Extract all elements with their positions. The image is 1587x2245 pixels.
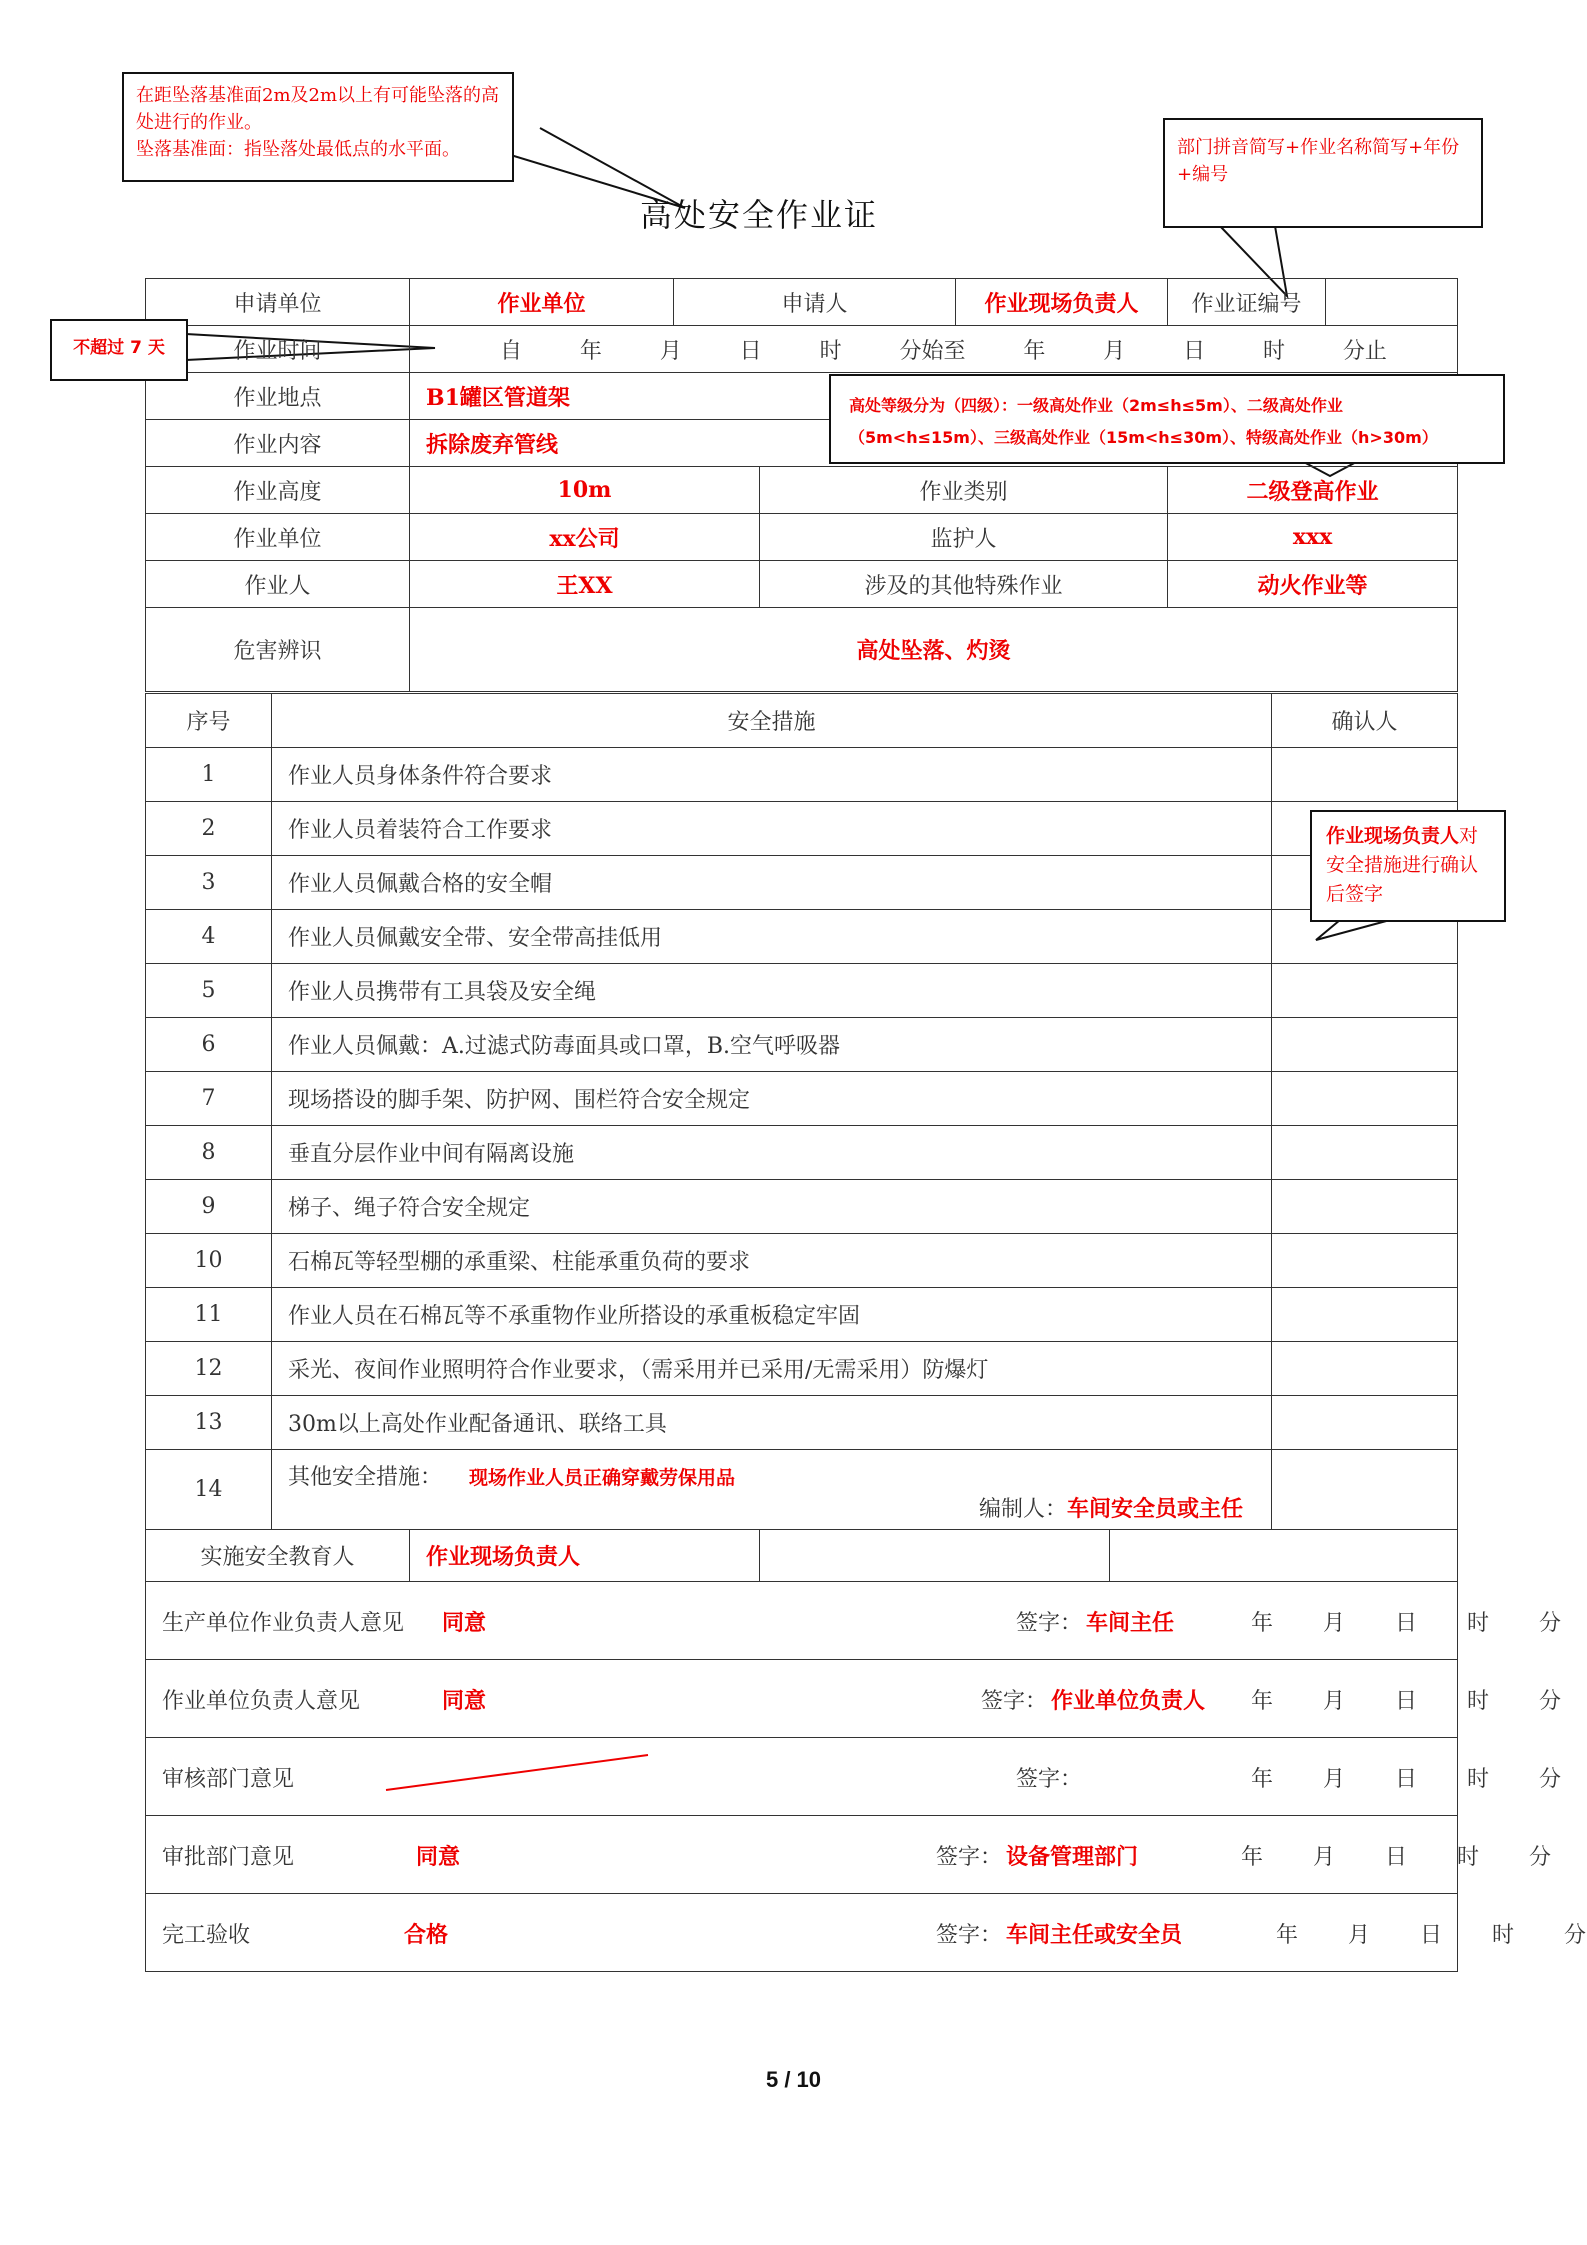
signoff-row — [146, 1894, 1458, 1972]
special-label: 涉及的其他特殊作业 — [760, 561, 1168, 608]
measure-confirm — [1272, 1126, 1458, 1180]
signoff-row — [146, 1582, 1458, 1660]
date-part: 年 — [1251, 1611, 1274, 1636]
signer: 作业单位负责人 — [1051, 1688, 1206, 1714]
guardian-label: 监护人 — [760, 514, 1168, 561]
measure-text: 作业人员着装符合工作要求 — [272, 802, 1272, 856]
measure-text: 现场搭设的脚手架、防护网、围栏符合安全规定 — [272, 1072, 1272, 1126]
measure-no: 8 — [146, 1126, 272, 1180]
date-part: 月 — [1323, 1767, 1346, 1792]
measure-row — [146, 748, 1458, 802]
callout-max-days: 不超过 7 天 — [50, 319, 188, 381]
measure-text: 石棉瓦等轻型棚的承重梁、柱能承重负荷的要求 — [272, 1234, 1272, 1288]
date-part: 分 — [1539, 1689, 1562, 1714]
date-part: 月 — [1323, 1611, 1346, 1636]
measure-row — [146, 1396, 1458, 1450]
sign-label: 签字： — [981, 1689, 1048, 1714]
callout-text: 坠落基准面：指坠落处最低点的水平面。 — [136, 139, 460, 160]
measure-confirm — [1272, 1288, 1458, 1342]
measure-text: 30m以上高处作业配备通讯、联络工具 — [272, 1396, 1272, 1450]
measure-row — [146, 1126, 1458, 1180]
time-part: 分止 — [1342, 338, 1387, 364]
measure-confirm — [1272, 1018, 1458, 1072]
content-label: 作业内容 — [146, 420, 410, 467]
measure-row — [146, 1288, 1458, 1342]
signoff-row — [146, 1738, 1458, 1816]
measure-no: 7 — [146, 1072, 272, 1126]
measure-confirm — [1272, 1450, 1458, 1530]
date-part: 月 — [1323, 1689, 1346, 1714]
special-value: 动火作业等 — [1168, 561, 1458, 608]
measure-text: 作业人员佩戴合格的安全帽 — [272, 856, 1272, 910]
callout-height-levels: 高处等级分为（四级）：一级高处作业（2m≤h≤5m）、二级高处作业（5m<h≤15m）、三级高处作业（15m<h≤30m）、特级高处作业（h>30m） — [829, 374, 1505, 464]
sign-label: 签字： — [936, 1845, 1003, 1870]
hazard-value: 高处坠落、灼烫 — [410, 608, 1458, 692]
location-label: 作业地点 — [146, 373, 410, 420]
measure-row — [146, 964, 1458, 1018]
date-part: 年 — [1241, 1845, 1264, 1870]
measure-text: 作业人员身体条件符合要求 — [272, 748, 1272, 802]
time-value — [410, 326, 1458, 373]
measure-text: 梯子、绳子符合安全规定 — [272, 1180, 1272, 1234]
date-part: 年 — [1251, 1689, 1274, 1714]
content-value: 拆除废弃管线 — [410, 420, 1458, 467]
cert-no-label: 作业证编号 — [1168, 279, 1326, 326]
date-part: 年 — [1251, 1767, 1274, 1792]
guardian-value: xxx — [1168, 514, 1458, 561]
measure-no: 13 — [146, 1396, 272, 1450]
measure-no: 1 — [146, 748, 272, 802]
measure-confirm — [1272, 964, 1458, 1018]
measure-row — [146, 1234, 1458, 1288]
date-part: 时 — [1467, 1767, 1490, 1792]
signoff-row — [146, 1660, 1458, 1738]
measure-row — [146, 1072, 1458, 1126]
col-header-measure: 安全措施 — [272, 694, 1272, 748]
signoff-label: 审核部门意见 — [162, 1767, 295, 1792]
measure-no: 2 — [146, 802, 272, 856]
sign-label: 签字： — [1016, 1767, 1083, 1792]
page-number: 5 / 10 — [765, 2067, 822, 2092]
work-unit-value: xx公司 — [410, 514, 760, 561]
measure-rows — [146, 748, 1458, 1450]
measure-text: 作业人员佩戴安全带、安全带高挂低用 — [272, 910, 1272, 964]
signoff-label: 审批部门意见 — [162, 1845, 295, 1870]
measure-no: 12 — [146, 1342, 272, 1396]
signoff-label: 完工验收 — [162, 1923, 251, 1948]
time-part: 月 — [1103, 338, 1126, 364]
measure-no: 9 — [146, 1180, 272, 1234]
signoff-cell — [146, 1738, 1562, 1816]
measure-text: 作业人员佩戴：A.过滤式防毒面具或口罩，B.空气呼吸器 — [272, 1018, 1272, 1072]
permit-form-table — [145, 278, 1458, 692]
time-part: 分始至 — [899, 338, 966, 364]
measure-no: 6 — [146, 1018, 272, 1072]
edu-blank — [760, 1530, 1110, 1582]
cert-no-value — [1326, 279, 1458, 326]
category-label: 作业类别 — [760, 467, 1168, 514]
signoff-label: 生产单位作业负责人意见 — [162, 1611, 405, 1636]
time-label: 作业时间 — [146, 326, 410, 373]
measure-text: 垂直分层作业中间有隔离设施 — [272, 1126, 1272, 1180]
measure-confirm — [1272, 1342, 1458, 1396]
measure-confirm — [1272, 1180, 1458, 1234]
signoff-table — [145, 1581, 1587, 1972]
time-part: 日 — [1183, 338, 1206, 364]
time-part: 时 — [819, 338, 842, 364]
signoff-cell — [146, 1582, 1562, 1660]
measure-text: 作业人员携带有工具袋及安全绳 — [272, 964, 1272, 1018]
callout-confirm-bold: 作业现场负责人 — [1326, 825, 1460, 847]
measure-row — [146, 856, 1458, 910]
callout-height-definition — [122, 72, 514, 182]
date-part: 时 — [1492, 1923, 1515, 1948]
measure-no: 5 — [146, 964, 272, 1018]
apply-unit-label: 申请单位 — [146, 279, 410, 326]
measure-text: 采光、夜间作业照明符合作业要求，（需采用并已采用/无需采用）防爆灯 — [272, 1342, 1272, 1396]
callout-cert-number: 部门拼音简写+作业名称简写+年份+编号 — [1163, 118, 1483, 228]
signoff-opinion: 同意 — [442, 1688, 487, 1714]
education-table — [145, 1529, 1458, 1582]
date-part: 分 — [1564, 1923, 1587, 1948]
edu-label: 实施安全教育人 — [146, 1530, 410, 1582]
col-header-no: 序号 — [146, 694, 272, 748]
time-part: 日 — [739, 338, 762, 364]
location-value: B1罐区管道架 — [410, 373, 1458, 420]
measure-text: 作业人员在石棉瓦等不承重物作业所搭设的承重板稳定牢固 — [272, 1288, 1272, 1342]
signer: 车间主任 — [1086, 1610, 1175, 1636]
measure-no: 14 — [146, 1450, 272, 1530]
measure-no: 11 — [146, 1288, 272, 1342]
signer: 车间主任或安全员 — [1006, 1922, 1183, 1948]
date-part: 日 — [1395, 1611, 1418, 1636]
date-part: 月 — [1348, 1923, 1371, 1948]
date-part: 日 — [1420, 1923, 1443, 1948]
hazard-label: 危害辨识 — [146, 608, 410, 692]
category-value: 二级登高作业 — [1168, 467, 1458, 514]
date-part: 时 — [1457, 1845, 1480, 1870]
other-measures-label: 其他安全措施： — [288, 1465, 443, 1490]
measure-confirm — [1272, 748, 1458, 802]
measure-row — [146, 1342, 1458, 1396]
signoff-label: 作业单位负责人意见 — [162, 1689, 361, 1714]
safety-measures-table — [145, 693, 1458, 1530]
date-part: 年 — [1276, 1923, 1299, 1948]
time-part: 自 — [500, 338, 523, 364]
date-part: 日 — [1385, 1845, 1408, 1870]
time-part: 月 — [659, 338, 682, 364]
measure-row — [146, 802, 1458, 856]
date-part: 分 — [1539, 1767, 1562, 1792]
callout-confirm-rest: 对安全措施进行确认后签字 — [1326, 825, 1479, 905]
time-part: 年 — [579, 338, 602, 364]
apply-unit-value: 作业单位 — [410, 279, 674, 326]
measure-no: 10 — [146, 1234, 272, 1288]
measure-row — [146, 910, 1458, 964]
worker-value: 王XX — [410, 561, 760, 608]
other-measures-value: 现场作业人员正确穿戴劳保用品 — [469, 1467, 736, 1489]
worker-label: 作业人 — [146, 561, 410, 608]
edu-blank — [1110, 1530, 1458, 1582]
height-value: 10m — [410, 467, 760, 514]
applicant-label: 申请人 — [674, 279, 956, 326]
signoff-opinion: 合格 — [404, 1922, 449, 1948]
signoff-row — [146, 1816, 1458, 1894]
time-part: 年 — [1023, 338, 1046, 364]
height-label: 作业高度 — [146, 467, 410, 514]
date-part: 分 — [1539, 1611, 1562, 1636]
signoff-opinion: 同意 — [416, 1844, 461, 1870]
measure-other — [272, 1450, 1272, 1530]
signoff-cell — [146, 1816, 1552, 1894]
author-value: 车间安全员或主任 — [1066, 1496, 1243, 1522]
measure-row — [146, 1018, 1458, 1072]
measure-no: 3 — [146, 856, 272, 910]
date-part: 月 — [1313, 1845, 1336, 1870]
date-part: 日 — [1395, 1689, 1418, 1714]
author-label: 编制人： — [978, 1497, 1067, 1522]
callout-text: 在距坠落基准面2m及2m以上有可能坠落的高处进行的作业。 — [136, 85, 500, 133]
measure-confirm — [1272, 1234, 1458, 1288]
col-header-confirm: 确认人 — [1272, 694, 1458, 748]
measure-no: 4 — [146, 910, 272, 964]
edu-value: 作业现场负责人 — [410, 1530, 760, 1582]
date-part: 日 — [1395, 1767, 1418, 1792]
work-unit-label: 作业单位 — [146, 514, 410, 561]
measure-confirm — [1272, 1072, 1458, 1126]
applicant-value: 作业现场负责人 — [956, 279, 1168, 326]
signoff-cell — [146, 1894, 1587, 1972]
measure-confirm — [1272, 1396, 1458, 1450]
time-part: 时 — [1263, 338, 1286, 364]
date-part: 时 — [1467, 1689, 1490, 1714]
measure-row — [146, 1180, 1458, 1234]
signoff-opinion: 同意 — [442, 1610, 487, 1636]
callout-confirm-sign — [1310, 810, 1506, 922]
signoff-cell — [146, 1660, 1562, 1738]
signer: 设备管理部门 — [1006, 1844, 1139, 1870]
sign-label: 签字： — [1016, 1611, 1083, 1636]
date-part: 时 — [1467, 1611, 1490, 1636]
page-title: 高处安全作业证 — [640, 196, 879, 234]
sign-label: 签字： — [936, 1923, 1003, 1948]
date-part: 分 — [1529, 1845, 1552, 1870]
